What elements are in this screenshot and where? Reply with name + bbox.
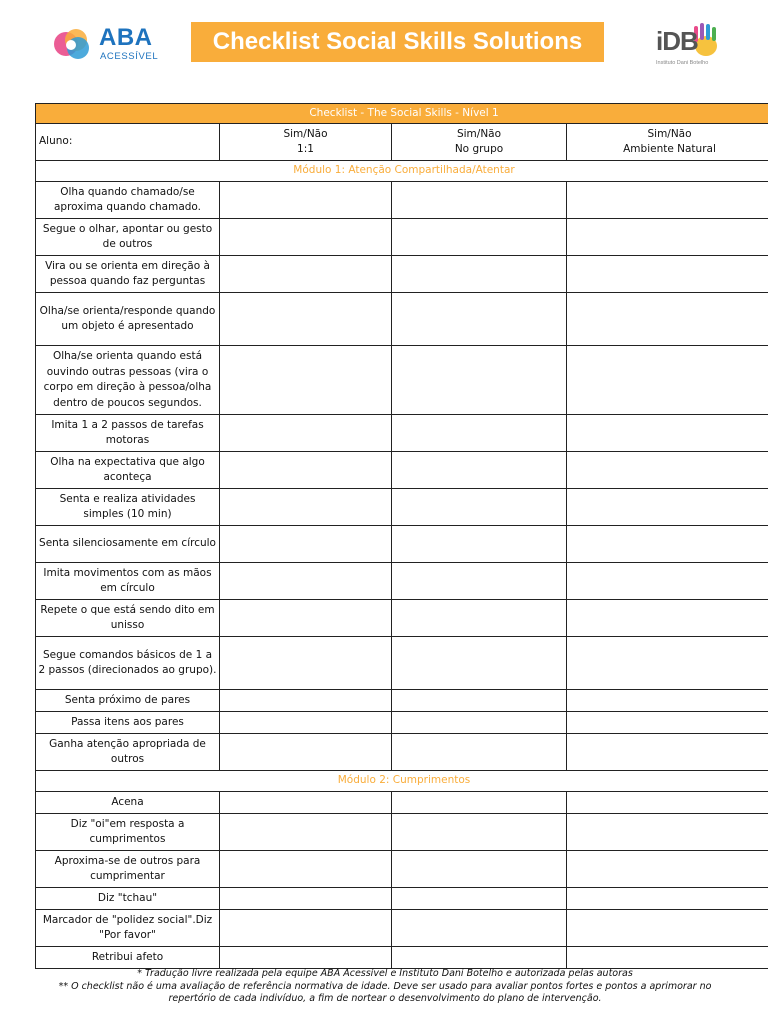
table-row [36, 947, 768, 969]
check-cell-1-1[interactable] [220, 563, 392, 600]
check-cell-no-grupo[interactable] [392, 563, 567, 600]
aba-acessivel-logo [52, 22, 162, 64]
table-row [36, 600, 768, 637]
table-row [36, 219, 768, 256]
module-row [36, 161, 768, 182]
table-row [36, 690, 768, 712]
skill-label: Repete o que está sendo dito em unisso [36, 600, 220, 637]
check-cell-no-grupo[interactable] [392, 219, 567, 256]
check-cell-1-1[interactable] [220, 792, 392, 814]
check-cell-no-grupo[interactable] [392, 734, 567, 771]
check-cell-ambiente-natural[interactable] [567, 563, 768, 600]
aba-logo-icon [52, 26, 96, 62]
check-cell-no-grupo[interactable] [392, 851, 567, 888]
check-cell-1-1[interactable] [220, 346, 392, 415]
table-header-row [36, 124, 768, 161]
skill-label: Olha quando chamado/se aproxima quando chamado. [36, 182, 220, 219]
skill-label: Segue comandos básicos de 1 a 2 passos (direcionados ao grupo). [36, 637, 220, 690]
table-row [36, 792, 768, 814]
check-cell-ambiente-natural[interactable] [567, 690, 768, 712]
skill-label: Segue o olhar, apontar ou gesto de outros [36, 219, 220, 256]
check-cell-1-1[interactable] [220, 600, 392, 637]
table-row [36, 910, 768, 947]
check-cell-ambiente-natural[interactable] [567, 851, 768, 888]
idb-logo-name: iDB [656, 26, 698, 56]
check-cell-no-grupo[interactable] [392, 690, 567, 712]
check-cell-ambiente-natural[interactable] [567, 600, 768, 637]
check-cell-no-grupo[interactable] [392, 526, 567, 563]
check-cell-1-1[interactable] [220, 219, 392, 256]
check-cell-1-1[interactable] [220, 712, 392, 734]
check-cell-ambiente-natural[interactable] [567, 489, 768, 526]
skill-label: Olha/se orienta/responde quando um objeto é apresentado [36, 293, 220, 346]
skill-label: Vira ou se orienta em direção à pessoa quando faz perguntas [36, 256, 220, 293]
column-header-no-grupo: Sim/Não No grupo [392, 124, 567, 161]
check-cell-1-1[interactable] [220, 489, 392, 526]
check-cell-no-grupo[interactable] [392, 888, 567, 910]
skill-label: Senta e realiza atividades simples (10 min) [36, 489, 220, 526]
table-row [36, 888, 768, 910]
table-row [36, 814, 768, 851]
check-cell-ambiente-natural[interactable] [567, 219, 768, 256]
check-cell-ambiente-natural[interactable] [567, 452, 768, 489]
check-cell-ambiente-natural[interactable] [567, 947, 768, 969]
table-row [36, 851, 768, 888]
table-row [36, 563, 768, 600]
check-cell-1-1[interactable] [220, 452, 392, 489]
module-title: Módulo 2: Cumprimentos [36, 771, 768, 792]
table-row [36, 637, 768, 690]
table-caption: Checklist - The Social Skills - Nível 1 [36, 104, 768, 124]
skill-label: Ganha atenção apropriada de outros [36, 734, 220, 771]
skill-label: Senta próximo de pares [36, 690, 220, 712]
check-cell-ambiente-natural[interactable] [567, 734, 768, 771]
check-cell-1-1[interactable] [220, 814, 392, 851]
idb-logo-sub: Instituto Dani Botelho [656, 60, 709, 66]
idb-logo [652, 20, 722, 70]
skill-label: Diz "oi"em resposta a cumprimentos [36, 814, 220, 851]
check-cell-1-1[interactable] [220, 851, 392, 888]
skill-label: Marcador de "polidez social".Diz "Por favor" [36, 910, 220, 947]
check-cell-1-1[interactable] [220, 910, 392, 947]
skill-label: Diz "tchau" [36, 888, 220, 910]
skill-label: Passa itens aos pares [36, 712, 220, 734]
skill-label: Olha/se orienta quando está ouvindo outras pessoas (vira o corpo em direção à pessoa/olha dentro de poucos segundos. [36, 346, 220, 415]
skill-label: Acena [36, 792, 220, 814]
check-cell-no-grupo[interactable] [392, 346, 567, 415]
page-title: Checklist Social Skills Solutions [191, 22, 604, 62]
check-cell-ambiente-natural[interactable] [567, 346, 768, 415]
check-cell-ambiente-natural[interactable] [567, 712, 768, 734]
check-cell-ambiente-natural[interactable] [567, 293, 768, 346]
check-cell-ambiente-natural[interactable] [567, 888, 768, 910]
column-header-1-1: Sim/Não 1:1 [220, 124, 392, 161]
check-cell-1-1[interactable] [220, 415, 392, 452]
check-cell-ambiente-natural[interactable] [567, 526, 768, 563]
check-cell-no-grupo[interactable] [392, 452, 567, 489]
check-cell-no-grupo[interactable] [392, 489, 567, 526]
skill-label: Imita 1 a 2 passos de tarefas motoras [36, 415, 220, 452]
table-row [36, 182, 768, 219]
check-cell-ambiente-natural[interactable] [567, 814, 768, 851]
table-row [36, 415, 768, 452]
check-cell-no-grupo[interactable] [392, 256, 567, 293]
table-row [36, 346, 768, 415]
check-cell-no-grupo[interactable] [392, 910, 567, 947]
check-cell-ambiente-natural[interactable] [567, 182, 768, 219]
check-cell-ambiente-natural[interactable] [567, 910, 768, 947]
skill-label: Retribui afeto [36, 947, 220, 969]
check-cell-no-grupo[interactable] [392, 792, 567, 814]
aluno-label: Aluno: [36, 124, 220, 161]
check-cell-no-grupo[interactable] [392, 600, 567, 637]
aba-logo-sub: ACESSÍVEL [100, 51, 159, 62]
check-cell-no-grupo[interactable] [392, 712, 567, 734]
footer-note-1: * Tradução livre realizada pela equipe ABA Acessível e Instituto Dani Botelho e autorizada pelas autoras [137, 968, 633, 979]
check-cell-no-grupo[interactable] [392, 814, 567, 851]
check-cell-no-grupo[interactable] [392, 415, 567, 452]
table-row [36, 293, 768, 346]
check-cell-ambiente-natural[interactable] [567, 637, 768, 690]
check-cell-1-1[interactable] [220, 690, 392, 712]
skill-label: Aproxima-se de outros para cumprimentar [36, 851, 220, 888]
module-row [36, 771, 768, 792]
module-title: Módulo 1: Atenção Compartilhada/Atentar [36, 161, 768, 182]
table-row [36, 489, 768, 526]
check-cell-no-grupo[interactable] [392, 182, 567, 219]
check-cell-no-grupo[interactable] [392, 637, 567, 690]
checklist-table [35, 103, 768, 969]
page-header [0, 0, 768, 100]
table-row [36, 526, 768, 563]
footer-notes [40, 968, 730, 1006]
check-cell-1-1[interactable] [220, 888, 392, 910]
table-row [36, 734, 768, 771]
check-cell-ambiente-natural[interactable] [567, 256, 768, 293]
check-cell-1-1[interactable] [220, 526, 392, 563]
check-cell-1-1[interactable] [220, 256, 392, 293]
check-cell-ambiente-natural[interactable] [567, 415, 768, 452]
table-row [36, 452, 768, 489]
skill-label: Imita movimentos com as mãos em círculo [36, 563, 220, 600]
aba-logo-name: ABA [99, 24, 153, 51]
check-cell-1-1[interactable] [220, 293, 392, 346]
check-cell-1-1[interactable] [220, 182, 392, 219]
table-row [36, 712, 768, 734]
skill-label: Senta silenciosamente em círculo [36, 526, 220, 563]
footer-note-2: ** O checklist não é uma avaliação de referência normativa de idade. Deve ser usado para avaliar pontos fortes e pontos a aprimorar no repertório de cada indivíduo, a fim de nortear o desenvolvimento do plano de intervenção. [58, 980, 712, 1004]
check-cell-1-1[interactable] [220, 637, 392, 690]
check-cell-1-1[interactable] [220, 947, 392, 969]
check-cell-no-grupo[interactable] [392, 293, 567, 346]
table-row [36, 256, 768, 293]
check-cell-no-grupo[interactable] [392, 947, 567, 969]
skill-label: Olha na expectativa que algo aconteça [36, 452, 220, 489]
check-cell-ambiente-natural[interactable] [567, 792, 768, 814]
column-header-ambiente-natural: Sim/Não Ambiente Natural [567, 124, 768, 161]
check-cell-1-1[interactable] [220, 734, 392, 771]
